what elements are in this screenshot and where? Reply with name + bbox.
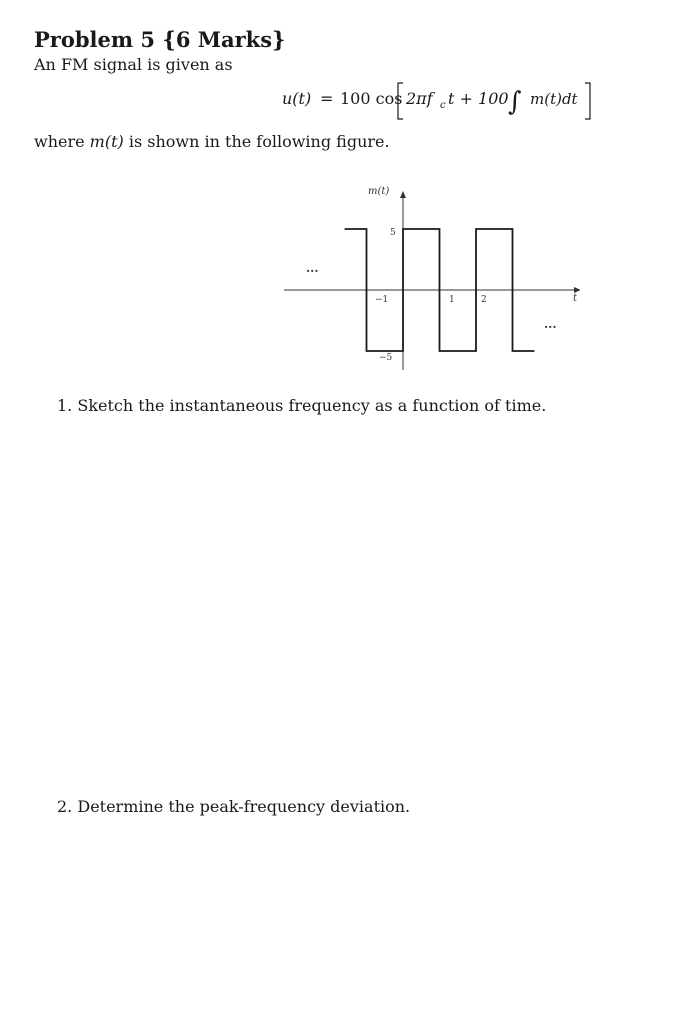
where-prefix: where — [34, 132, 90, 151]
y-tick-minus5: −5 — [379, 353, 393, 363]
problem-intro: An FM signal is given as — [34, 55, 233, 74]
question-1-text: Sketch the instantaneous frequency as a function of time. — [77, 396, 547, 415]
problem-title: Problem 5 {6 Marks} — [34, 27, 286, 52]
x-tick-minus1: −1 — [375, 295, 389, 305]
question-1 — [57, 396, 546, 415]
eq-right-bracket — [585, 83, 590, 119]
square-wave-figure — [280, 180, 580, 375]
ellipsis-right: ... — [544, 317, 557, 331]
question-2-number: 2. — [57, 797, 73, 816]
eq-subscript-c: c — [440, 100, 446, 111]
x-tick-1: 1 — [449, 295, 455, 305]
y-tick-5: 5 — [390, 228, 396, 238]
question-2 — [57, 797, 410, 816]
eq-integral-sign: ∫ — [508, 87, 522, 117]
x-axis-label: t — [573, 293, 578, 304]
question-2-text: Determine the peak-frequency deviation. — [77, 797, 411, 816]
question-1-number: 1. — [57, 396, 73, 415]
where-sentence — [34, 132, 390, 151]
eq-term1: 2πf — [406, 89, 433, 108]
y-axis-arrow-icon — [400, 191, 406, 198]
eq-term1-t: t + 100 — [448, 89, 509, 108]
eq-lhs: u(t) — [282, 89, 312, 108]
x-tick-2: 2 — [481, 295, 487, 305]
eq-equals: = — [320, 89, 334, 108]
ellipsis-left: ... — [306, 261, 319, 275]
fm-equation — [282, 80, 602, 122]
y-axis-label: m(t) — [368, 186, 390, 197]
eq-amplitude: 100 cos — [340, 89, 403, 108]
eq-integrand: m(t)dt — [530, 90, 578, 108]
where-var: m(t) — [89, 132, 124, 151]
where-suffix: is shown in the following figure. — [123, 132, 390, 151]
